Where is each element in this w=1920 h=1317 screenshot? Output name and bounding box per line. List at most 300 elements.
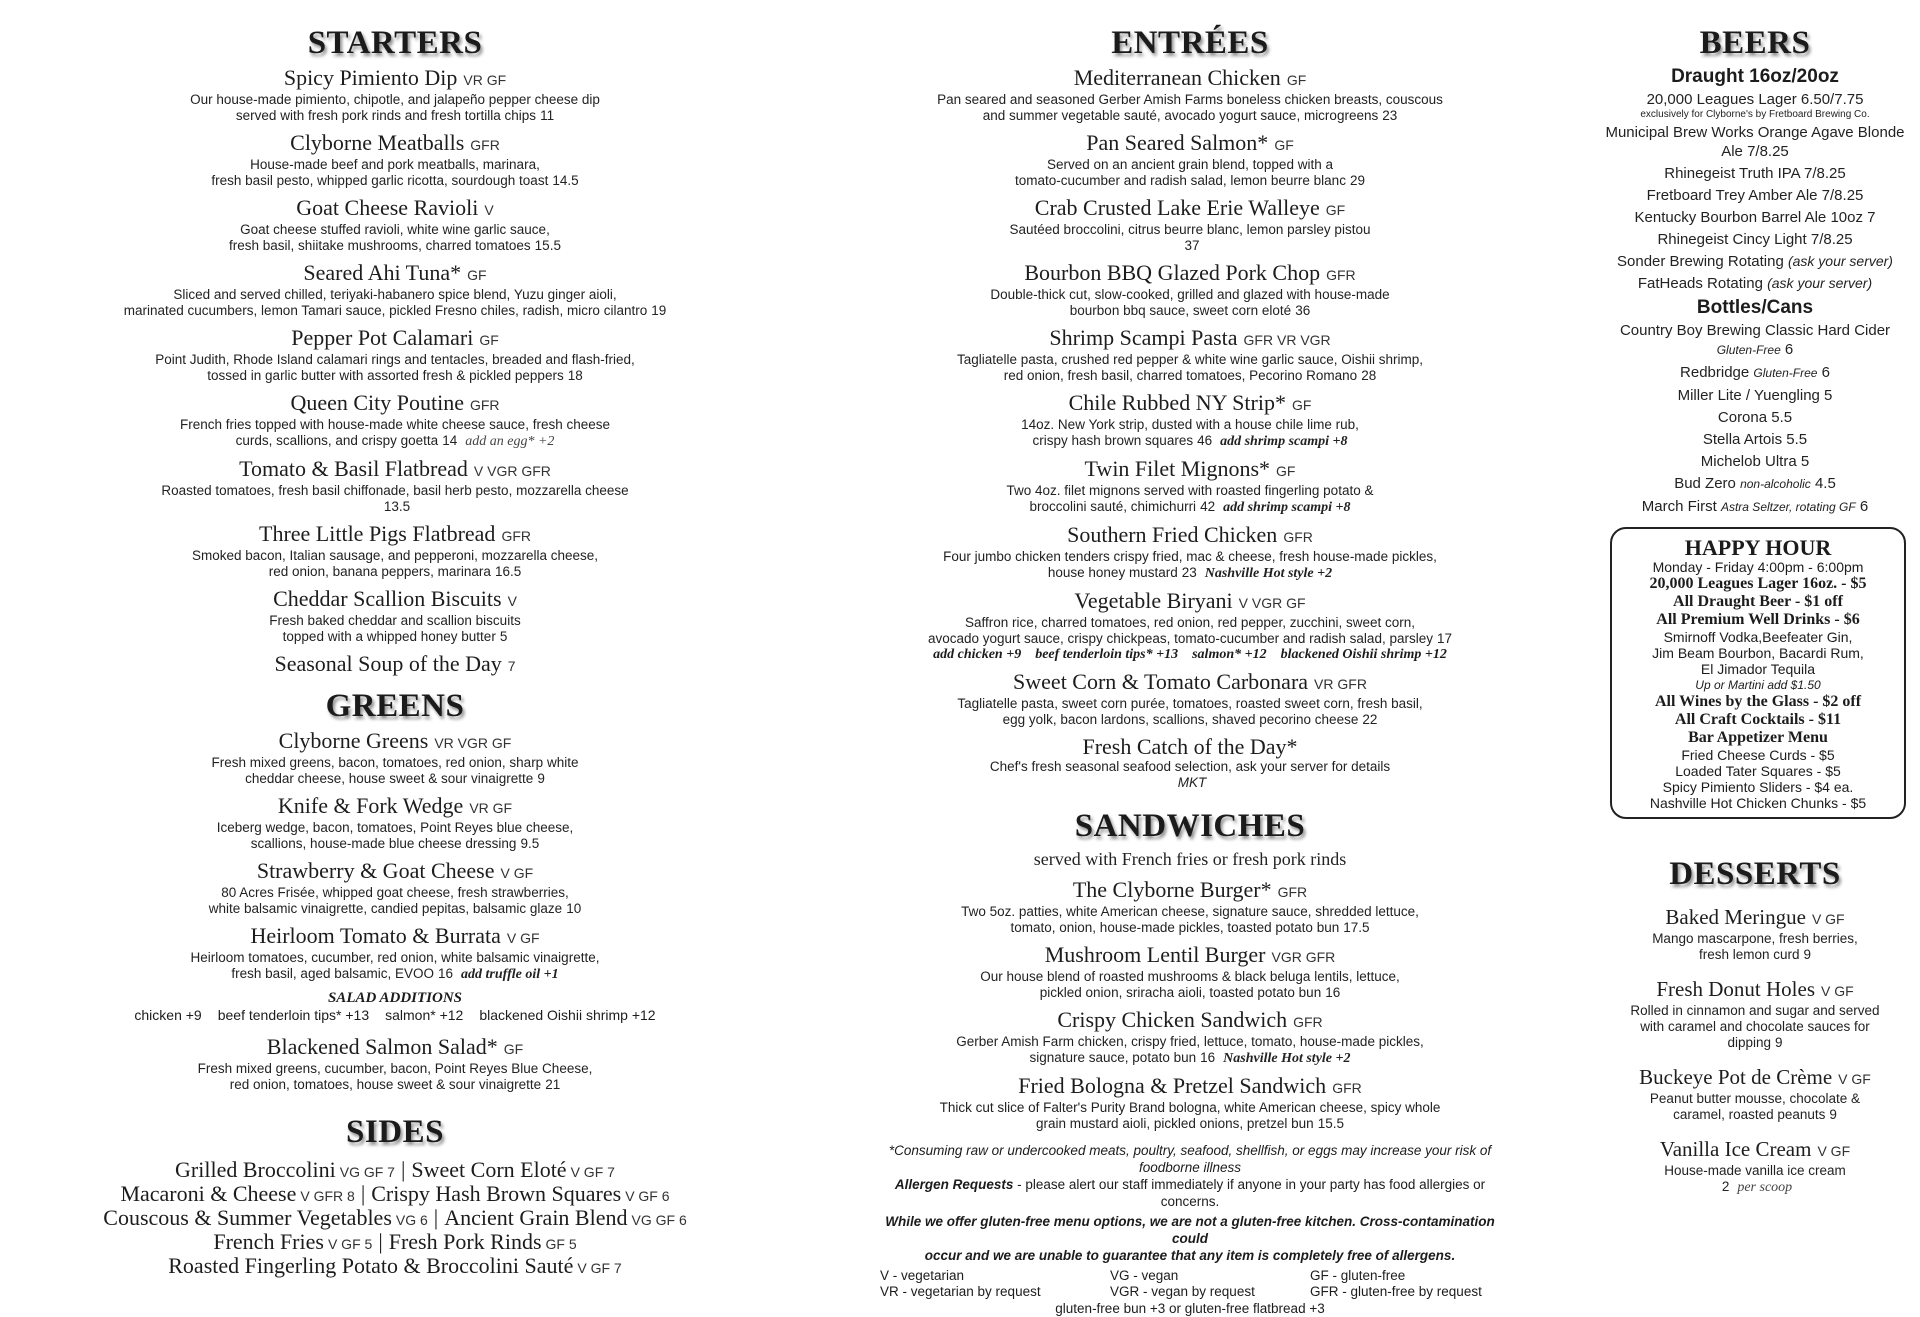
item-name: Crab Crusted Lake Erie Walleye [1034,195,1320,220]
item-description-text: and summer vegetable sauté, avocado yogurt sauce, microgreens [982,108,1379,123]
item-name: Cheddar Scallion Biscuits [273,586,502,611]
sandwiches-heading: SANDWICHES [1074,808,1306,844]
item-description: Tagliatelle pasta, sweet corn purée, tomatoes, roasted sweet corn, fresh basil, [957,696,1423,711]
beer-item [1600,186,1910,205]
beer-item [1600,363,1910,383]
item-description-text: cheddar cheese, house sweet & sour vinaigrette [245,771,534,786]
desserts-list [1600,905,1910,1196]
item-price: 22 [1362,712,1378,727]
item-description: Mango mascarpone, fresh berries, [1652,931,1858,946]
item-tags: GF [467,267,487,283]
menu-item [880,670,1500,728]
item-tags: GF [1286,72,1307,88]
item-name: Spicy Pimiento Dip [283,65,458,90]
item-addon: Nashville Hot style +2 [1204,566,1333,581]
item-description-text: house honey mustard [1047,565,1178,580]
item-name-line [1600,1065,1910,1091]
salmon-salad-item [60,1035,730,1093]
item-tags: VR VGR GF [434,735,512,751]
item-name-line [880,196,1500,222]
sides-row [60,1231,730,1255]
allergen-label: Allergen Requests [894,1177,1014,1192]
side-name: Macaroni & Cheese [120,1181,297,1206]
item-description: Pan seared and seasoned Gerber Amish Farms boneless chicken breasts, couscous [937,92,1443,107]
bottles-heading: Bottles/Cans [1696,297,1814,318]
item-name: Sweet Corn & Tomato Carbonara [1013,669,1309,694]
beer-name: Corona 5.5 [1717,409,1793,426]
item-name: Clyborne Greens [278,728,429,753]
happy-hour-line: Jim Beam Bourbon, Bacardi Rum, [1652,645,1864,661]
item-price: 9 [1803,947,1812,962]
item-addon: add an egg* +2 [465,434,555,449]
item-description: Iceberg wedge, bacon, tomatoes, Point Reyes blue cheese, [216,820,574,835]
side-tags: VG GF 7 [339,1164,395,1180]
item-price: 15.5 [534,238,561,253]
dietary-legend [880,1268,1510,1300]
item-tags: GF [1291,397,1312,413]
item-description: Served on an ancient grain blend, topped with a [1047,157,1333,172]
menu-item [60,794,730,852]
beer-item [1600,274,1910,293]
item-description-text: pickled onion, sriracha aioli, toasted potato bun [1039,985,1322,1000]
beer-note: Gluten-Free [1716,343,1781,357]
item-price: 21 [545,1077,561,1092]
menu-item [1600,977,1910,1051]
happy-hour-line: All Draught Beer - $1 off [1673,593,1843,610]
menu-item [60,391,730,450]
item-tags: GFR VR VGR [1243,332,1331,348]
item-price: 19 [651,303,667,318]
item-name-line [60,261,730,287]
right-column [1600,22,1910,1210]
item-tags: VR GF [463,72,507,88]
item-tags: GF [1276,463,1296,479]
beer-name: Fretboard Trey Amber Ale 7/8.25 [1646,187,1864,204]
sides-separator: | [433,1205,439,1230]
item-name: Vanilla Ice Cream [1659,1137,1812,1161]
item-price: 2 [1721,1179,1730,1194]
item-name-line [60,729,730,755]
left-column [60,22,730,1279]
item-price: 16 [1200,1050,1216,1065]
menu-item [880,735,1500,791]
side-name: Ancient Grain Blend [444,1205,628,1230]
beer-name: Redbridge [1680,364,1754,381]
side-name: French Fries [213,1229,324,1254]
item-name: Buckeye Pot de Crème [1639,1065,1833,1089]
beer-name: March First [1641,498,1721,515]
item-description: Sliced and served chilled, teriyaki-habanero spice blend, Yuzu ginger aioli, [173,287,617,302]
item-description-end [880,368,1500,384]
menu-item [880,1074,1500,1132]
item-addons-line: add chicken +9 beef tenderloin tips* +13 salmon* +12 blackened Oishii shrimp +12 [933,647,1447,662]
item-name: Pan Seared Salmon* [1086,130,1269,155]
item-price: 5 [499,629,508,644]
item-name-line [880,66,1500,92]
item-description-end [1600,1035,1910,1051]
item-tags: GFR [1326,267,1356,283]
item-description-end [880,499,1500,516]
menu-notes [880,1142,1500,1317]
happy-hour-title: HAPPY HOUR [1684,535,1832,560]
item-name: Crispy Chicken Sandwich [1057,1007,1288,1032]
beer-name: Stella Artois 5.5 [1702,431,1808,448]
item-name: Southern Fried Chicken [1067,522,1278,547]
item-name: Seasonal Soup of the Day [274,651,502,676]
item-description-end [60,564,730,580]
item-description-text: grain mustard aioli, pickled onions, pretzel bun [1036,1116,1314,1131]
side-name: Sweet Corn Eloté [411,1157,567,1182]
item-name: Chile Rubbed NY Strip* [1068,390,1286,415]
item-description-end [880,565,1500,582]
item-description-text: tomato-cucumber and radish salad, lemon beurre blanc [1015,173,1346,188]
item-name-line [60,522,730,548]
side-tags: VG GF 6 [631,1212,687,1228]
item-name: Seared Ahi Tuna* [303,260,462,285]
item-description: Roasted tomatoes, fresh basil chiffonade, basil herb pesto, mozzarella cheese [161,483,629,498]
item-description-end [880,985,1500,1001]
item-name-line [60,924,730,950]
item-name-line [880,261,1500,287]
item-description: Four jumbo chicken tenders crispy fried, mac & cheese, fresh house-made pickles, [943,549,1437,564]
side-tags: V GF 6 [625,1188,670,1204]
item-name-line [880,131,1500,157]
menu-item [880,589,1500,663]
item-tags: V [507,593,517,609]
item-description-end [60,433,730,450]
item-description: Rolled in cinnamon and sugar and served [1630,1003,1880,1018]
item-name-line [60,587,730,613]
item-name: The Clyborne Burger* [1072,877,1272,902]
item-description-end [880,775,1500,791]
item-description: Tagliatelle pasta, crushed red pepper & white wine garlic sauce, Oishii shrimp, [957,352,1423,367]
item-description-end [60,901,730,917]
greens-heading: GREENS [325,688,465,724]
item-name: Shrimp Scampi Pasta [1049,325,1238,350]
item-description-end [60,1077,730,1093]
menu-item [880,391,1500,450]
item-name-line [880,1008,1500,1034]
side-tags: VG 6 [395,1212,428,1228]
item-description-end [60,966,730,983]
happy-hour-line: All Wines by the Glass - $2 off [1654,693,1862,710]
beer-item [1600,474,1910,494]
beer-name: Sonder Brewing Rotating [1617,253,1788,270]
legend-entry: VGR - vegan by request [1110,1284,1255,1299]
item-tags: GFR [1283,529,1313,545]
item-name: Vegetable Biryani [1074,588,1233,613]
item-name-line [880,878,1500,904]
item-description-text: fresh lemon curd [1698,947,1800,962]
beer-item [1600,164,1910,183]
menu-item [60,652,730,678]
legend-entry: GFR - gluten-free by request [1310,1284,1482,1299]
item-name: Heirloom Tomato & Burrata [250,923,501,948]
item-description-end [60,836,730,852]
item-tags: GF [1274,137,1294,153]
item-tags: GFR [470,137,500,153]
item-name: Clyborne Meatballs [290,130,465,155]
allergen-note [880,1176,1500,1210]
item-addon: Nashville Hot style +2 [1223,1051,1351,1066]
happy-hour-box [1610,527,1906,819]
item-name-line [60,391,730,417]
sides-list [60,1159,730,1279]
menu-item [60,196,730,254]
side-tags: GF 5 [545,1236,577,1252]
beer-item [1600,252,1910,271]
item-description-text: tomato, onion, house-made pickles, toasted potato bun [1010,920,1340,935]
item-price: 16.5 [494,564,522,579]
item-name: Mushroom Lentil Burger [1044,942,1266,967]
happy-hour-line: Smirnoff Vodka,Beefeater Gin, [1663,629,1853,645]
item-description-text: scallions, house-made blue cheese dressing [250,836,517,851]
item-name-line [880,457,1500,483]
beer-name: Miller Lite / Yuengling 5 [1677,387,1833,404]
sides-row [60,1159,730,1183]
item-description-text: curds, scallions, and crispy goetta [235,433,439,448]
middle-column [880,22,1500,1317]
item-name-line [1600,977,1910,1003]
item-name: Baked Meringue [1665,905,1806,929]
item-tags: GF [1325,202,1346,218]
menu-item [880,1008,1500,1067]
beer-name: Country Boy Brewing Classic Hard Cider [1619,322,1891,339]
beer-item [1600,230,1910,249]
menu-item [60,131,730,189]
side-name: Fresh Pork Rinds [388,1229,542,1254]
item-name: Tomato & Basil Flatbread [239,456,468,481]
item-name-line [60,1035,730,1061]
bottles-list [1600,321,1910,517]
item-description: Saffron rice, charred tomatoes, red onion, red pepper, zucchini, sweet corn, [965,615,1415,630]
item-name-line [880,735,1500,759]
item-name-line [60,794,730,820]
item-description: Peanut butter mousse, chocolate & [1649,1091,1861,1106]
item-price: 13.5 [383,499,411,514]
item-description-end [880,433,1500,450]
legend-entry: GF - gluten-free [1310,1268,1406,1283]
beer-note: (ask your server) [1787,253,1893,269]
salad-addition: salmon* +12 [385,1007,464,1023]
greens-list [60,729,730,983]
item-description-text: bourbon bbq sauce, sweet corn eloté [1069,303,1292,318]
item-description-end [60,629,730,645]
item-name: Blackened Salmon Salad* [266,1034,498,1059]
legend-entry: VR - vegetarian by request [880,1284,1041,1299]
item-name-line [1600,905,1910,931]
item-tags: V [484,202,494,218]
beer-name: Rhinegeist Cincy Light 7/8.25 [1657,231,1853,248]
item-price: 42 [1200,499,1216,514]
item-tags: V VGR GF [1238,595,1306,611]
item-name-line [880,589,1500,615]
draught-heading: Draught 16oz/20oz [1671,66,1839,87]
item-price: 9 [537,771,545,786]
item-description: Thick cut slice of Falter's Purity Brand bologna, white American cheese, spicy whole [939,1100,1441,1115]
item-tags: VGR GFR [1271,949,1336,965]
item-description-text: white balsamic vinaigrette, candied pepitas, balsamic glaze [208,901,563,916]
item-name-line [880,670,1500,696]
sides-separator: | [400,1157,406,1182]
item-description-text: egg yolk, bacon lardons, scallions, shaved pecorino cheese [1002,712,1359,727]
entrees-list [880,66,1500,791]
menu-item [880,943,1500,1001]
menu-item [60,326,730,384]
beer-item [1600,90,1910,120]
item-price: 29 [1349,173,1365,188]
side-tags: V GF 5 [327,1236,373,1252]
item-tags: GFR [469,397,500,413]
beer-item [1600,452,1910,471]
item-description-end [880,712,1500,728]
beer-item [1600,430,1910,449]
item-description-text: fresh basil, aged balsamic, EVOO [231,966,434,981]
salad-addition: blackened Oishii shrimp +12 [479,1007,656,1023]
item-price-note: per scoop [1737,1180,1793,1195]
item-description: Fresh mixed greens, cucumber, bacon, Point Reyes Blue Cheese, [197,1061,593,1076]
sides-heading: SIDES [346,1114,444,1150]
item-description: Chef's fresh seasonal seafood selection, ask your server for details [989,759,1391,774]
beer-item [1600,321,1910,360]
beer-price: 4.5 [1810,475,1836,492]
item-description-end [60,303,730,319]
item-tags: V GF [500,865,534,881]
item-tags: GF [503,1041,524,1057]
item-description-end [60,368,730,384]
menu-item [60,1035,730,1093]
item-name: Goat Cheese Ravioli [296,195,479,220]
item-description-text: signature sauce, potato bun [1029,1050,1197,1065]
item-description-text: fresh basil, shiitake mushrooms, charred tomatoes [229,238,531,253]
item-name: Fresh Donut Holes [1656,977,1815,1001]
item-description-end [1600,947,1910,963]
beer-name: 20,000 Leagues Lager 6.50/7.75 [1646,91,1864,108]
item-description-text: red onion, fresh basil, charred tomatoes, Pecorino Romano [1003,368,1358,383]
menu-item [60,457,730,515]
menu-item [880,326,1500,384]
item-price: 9.5 [520,836,540,851]
item-description-text: tossed in garlic butter with assorted fresh & pickled peppers [207,368,564,383]
item-price: 23 [1181,565,1197,580]
item-description: Two 5oz. patties, white American cheese, signature sauce, shredded lettuce, [961,904,1419,919]
menu-item [1600,1137,1910,1196]
menu-item [1600,905,1910,963]
item-description-text: served with fresh pork rinds and fresh tortilla chips [235,108,537,123]
beer-note: (ask your server) [1767,275,1873,291]
item-tags: VR GF [469,800,513,816]
item-description: 80 Acres Frisée, whipped goat cheese, fresh strawberries, [221,885,569,900]
item-name-line [880,391,1500,417]
menu-item [880,457,1500,516]
item-name-line [60,196,730,222]
item-price: 23 [1382,108,1398,123]
menu-item [880,196,1500,254]
item-description-text: dipping [1727,1035,1772,1050]
item-description-end [60,108,730,124]
item-name-line [60,66,730,92]
item-name: Twin Filet Mignons* [1084,456,1271,481]
item-tags: GF [479,332,499,348]
side-name: Grilled Broccolini [175,1157,336,1182]
item-price: 36 [1295,303,1311,318]
item-price: 10 [566,901,582,916]
item-price: 9 [1775,1035,1783,1050]
menu-item [60,924,730,983]
item-tags: V GF [1811,911,1845,927]
gluten-note-1: While we offer gluten-free menu options, we are not a gluten-free kitchen. Cross-contamination could [885,1214,1495,1246]
gluten-note-2: occur and we are unable to guarantee that any item is completely free of allergens. [924,1248,1456,1263]
sides-separator: | [378,1229,383,1254]
entrees-heading: ENTRÉES [1111,25,1269,61]
item-price: 18 [567,368,583,383]
beer-name: Municipal Brew Works Orange Agave Blonde Ale 7/8.25 [1605,124,1905,160]
happy-hour-list [1618,575,1898,811]
item-description: Double-thick cut, slow-cooked, grilled and glazed with house-made [990,287,1390,302]
item-name-line [60,131,730,157]
beers-heading: BEERS [1699,25,1811,61]
item-description-end [880,1116,1500,1132]
item-addon: add truffle oil +1 [461,967,559,982]
item-description-end [60,771,730,787]
item-description: Smoked bacon, Italian sausage, and pepperoni, mozzarella cheese, [191,548,598,563]
item-name: Three Little Pigs Flatbread [259,521,496,546]
beer-name: Rhinegeist Truth IPA 7/8.25 [1664,165,1846,182]
sides-row [60,1255,730,1279]
item-description-end [880,173,1500,189]
side-name: Roasted Fingerling Potato & Broccolini Sauté [168,1253,574,1278]
item-tags: V GF [1821,983,1854,999]
happy-hour-line: Nashville Hot Chicken Chunks - $5 [1649,795,1867,811]
item-description: Point Judith, Rhode Island calamari rings and tentacles, breaded and flash-fried, [155,352,635,367]
beer-item [1600,123,1910,161]
item-tags: GFR [1332,1080,1362,1096]
item-description-end [880,303,1500,319]
happy-hour-line: El Jimador Tequila [1700,661,1816,677]
item-tags: V GF [1817,1143,1851,1159]
happy-hour-line: Spicy Pimiento Sliders - $4 ea. [1662,779,1854,795]
item-tags: GFR [1293,1014,1323,1030]
item-description: Fresh mixed greens, bacon, tomatoes, red onion, sharp white [211,755,579,770]
item-description: Gerber Amish Farm chicken, crispy fried, lettuce, tomato, house-made pickles, [956,1034,1424,1049]
item-name: Strawberry & Goat Cheese [256,858,495,883]
menu-item [60,522,730,580]
menu-item [60,729,730,787]
item-description: Our house blend of roasted mushrooms & black beluga lentils, lettuce, [980,969,1400,984]
item-description-end [1600,1107,1910,1123]
sandwiches-list [880,878,1500,1132]
beer-name: FatHeads Rotating [1637,275,1768,292]
item-price: 17.5 [1343,920,1370,935]
item-price: 9 [1829,1107,1837,1122]
sides-row [60,1183,730,1207]
side-tags: V GFR 8 [300,1188,355,1204]
beer-item [1600,497,1910,517]
item-description: Our house-made pimiento, chipotle, and jalapeño pepper cheese dip [190,92,600,107]
item-description: French fries topped with house-made white cheese sauce, fresh cheese [180,417,610,432]
starters-heading: STARTERS [307,25,483,61]
item-price: 15.5 [1317,1116,1344,1131]
item-description-end [880,920,1500,936]
item-description-text: topped with a whipped honey butter [282,629,496,644]
happy-hour-line: All Premium Well Drinks - $6 [1656,611,1860,628]
item-price: 17 [1436,631,1453,646]
item-description: Goat cheese stuffed ravioli, white wine garlic sauce, [240,222,550,237]
item-description: Heirloom tomatoes, cucumber, red onion, white balsamic vinaigrette, [190,950,600,965]
salad-additions [60,1007,730,1023]
item-price: 37 [1184,238,1200,253]
item-price: 14.5 [552,173,579,188]
